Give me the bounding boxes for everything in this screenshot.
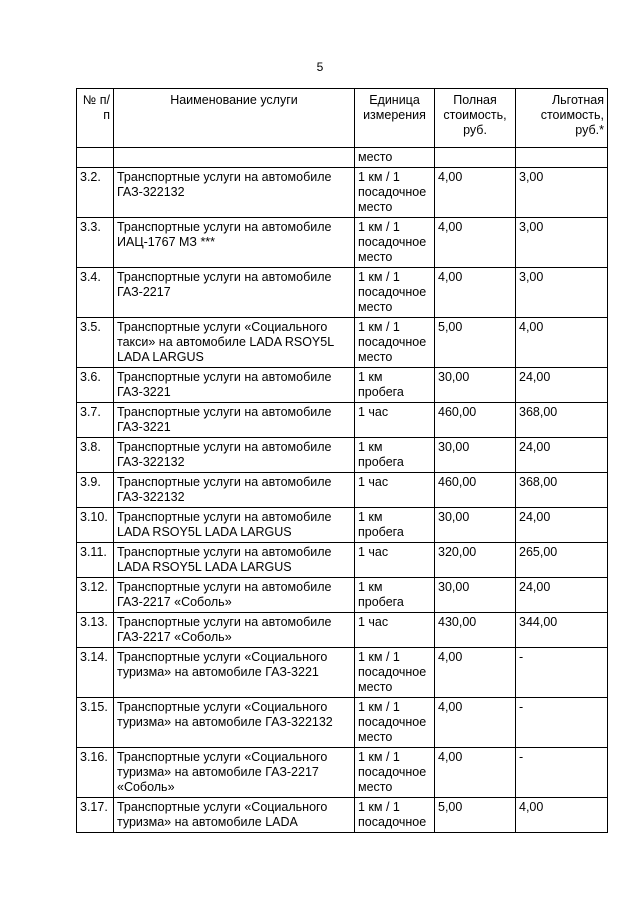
cell-unit: 1 км / 1 посадочное место [355, 268, 435, 318]
cell-full-price: 4,00 [435, 218, 516, 268]
table-row [77, 438, 608, 473]
cell-unit: 1 км / 1 посадочное место [355, 698, 435, 748]
cell-discount-price: 24,00 [516, 578, 608, 613]
cell-service-name: Транспортные услуги на автомобиле ГАЗ-3221 [114, 403, 355, 438]
cell-number [77, 148, 114, 168]
header-service-name: Наименование услуги [114, 89, 355, 148]
cell-number: 3.8. [77, 438, 114, 473]
cell-discount-price: - [516, 748, 608, 798]
cell-service-name: Транспортные услуги на автомобиле LADA RSOY5L LADA LARGUS [114, 508, 355, 543]
cell-full-price: 320,00 [435, 543, 516, 578]
cell-full-price: 460,00 [435, 473, 516, 508]
cell-service-name: Транспортные услуги на автомобиле ГАЗ-322132 [114, 168, 355, 218]
cell-service-name: Транспортные услуги «Социального туризма» на автомобиле ГАЗ-2217 «Соболь» [114, 748, 355, 798]
table-row [77, 543, 608, 578]
cell-unit: 1 км / 1 посадочное место [355, 648, 435, 698]
cell-service-name: Транспортные услуги на автомобиле ГАЗ-2217 «Соболь» [114, 613, 355, 648]
cell-unit: 1 км пробега [355, 438, 435, 473]
cell-discount-price: 3,00 [516, 268, 608, 318]
cell-service-name: Транспортные услуги на автомобиле ГАЗ-322132 [114, 438, 355, 473]
cell-service-name: Транспортные услуги «Социального туризма» на автомобиле LADA [114, 798, 355, 833]
cell-full-price: 30,00 [435, 508, 516, 543]
cell-service-name: Транспортные услуги «Социального туризма» на автомобиле ГАЗ-3221 [114, 648, 355, 698]
cell-full-price: 30,00 [435, 578, 516, 613]
table-header-row [77, 89, 608, 148]
cell-unit: 1 км / 1 посадочное [355, 798, 435, 833]
cell-number: 3.10. [77, 508, 114, 543]
cell-unit: 1 час [355, 473, 435, 508]
cell-number: 3.12. [77, 578, 114, 613]
cell-discount-price: 24,00 [516, 368, 608, 403]
cell-number: 3.5. [77, 318, 114, 368]
cell-unit: 1 км / 1 посадочное место [355, 318, 435, 368]
cell-full-price: 5,00 [435, 318, 516, 368]
cell-discount-price: 4,00 [516, 798, 608, 833]
cell-service-name: Транспортные услуги на автомобиле ГАЗ-2217 «Соболь» [114, 578, 355, 613]
cell-service-name: Транспортные услуги на автомобиле ГАЗ-2217 [114, 268, 355, 318]
cell-discount-price: 265,00 [516, 543, 608, 578]
table-row [77, 578, 608, 613]
cell-full-price: 4,00 [435, 698, 516, 748]
cell-full-price: 460,00 [435, 403, 516, 438]
cell-unit: место [355, 148, 435, 168]
services-price-table [76, 88, 608, 833]
cell-discount-price: 4,00 [516, 318, 608, 368]
cell-service-name: Транспортные услуги на автомобиле ГАЗ-3221 [114, 368, 355, 403]
cell-number: 3.4. [77, 268, 114, 318]
table-row [77, 168, 608, 218]
cell-full-price: 30,00 [435, 438, 516, 473]
table-row [77, 473, 608, 508]
table-row [77, 368, 608, 403]
table-row [77, 613, 608, 648]
cell-unit: 1 км пробега [355, 508, 435, 543]
cell-discount-price: 368,00 [516, 403, 608, 438]
table-row-continuation [77, 148, 608, 168]
cell-number: 3.16. [77, 748, 114, 798]
cell-full-price: 30,00 [435, 368, 516, 403]
cell-discount-price [516, 148, 608, 168]
cell-full-price [435, 148, 516, 168]
cell-unit: 1 час [355, 613, 435, 648]
cell-full-price: 4,00 [435, 748, 516, 798]
cell-discount-price: - [516, 648, 608, 698]
table-row [77, 268, 608, 318]
cell-full-price: 4,00 [435, 648, 516, 698]
cell-unit: 1 км пробега [355, 578, 435, 613]
header-number: № п/п [77, 89, 114, 148]
table-row [77, 508, 608, 543]
cell-service-name: Транспортные услуги «Социального такси» на автомобиле LADA RSOY5L LADA LARGUS [114, 318, 355, 368]
cell-discount-price: 344,00 [516, 613, 608, 648]
cell-number: 3.9. [77, 473, 114, 508]
header-discount-price: Льготная стоимость, руб.* [516, 89, 608, 148]
cell-number: 3.11. [77, 543, 114, 578]
header-full-price: Полная стоимость, руб. [435, 89, 516, 148]
cell-number: 3.3. [77, 218, 114, 268]
cell-discount-price: 3,00 [516, 168, 608, 218]
cell-service-name: Транспортные услуги на автомобиле ИАЦ-1767 МЗ *** [114, 218, 355, 268]
table-row [77, 748, 608, 798]
cell-unit: 1 км пробега [355, 368, 435, 403]
table-row [77, 318, 608, 368]
table-row [77, 698, 608, 748]
table-row [77, 648, 608, 698]
table-row [77, 403, 608, 438]
cell-number: 3.2. [77, 168, 114, 218]
cell-number: 3.14. [77, 648, 114, 698]
cell-full-price: 4,00 [435, 268, 516, 318]
cell-number: 3.15. [77, 698, 114, 748]
cell-full-price: 4,00 [435, 168, 516, 218]
cell-service-name: Транспортные услуги на автомобиле ГАЗ-322132 [114, 473, 355, 508]
cell-service-name: Транспортные услуги «Социального туризма» на автомобиле ГАЗ-322132 [114, 698, 355, 748]
cell-unit: 1 час [355, 543, 435, 578]
cell-number: 3.13. [77, 613, 114, 648]
table-row [77, 798, 608, 833]
cell-unit: 1 км / 1 посадочное место [355, 748, 435, 798]
page-number: 5 [316, 60, 324, 74]
cell-service-name: Транспортные услуги на автомобиле LADA RSOY5L LADA LARGUS [114, 543, 355, 578]
cell-discount-price: - [516, 698, 608, 748]
table-row [77, 218, 608, 268]
cell-unit: 1 час [355, 403, 435, 438]
cell-unit: 1 км / 1 посадочное место [355, 168, 435, 218]
cell-number: 3.7. [77, 403, 114, 438]
cell-discount-price: 368,00 [516, 473, 608, 508]
cell-discount-price: 3,00 [516, 218, 608, 268]
cell-unit: 1 км / 1 посадочное место [355, 218, 435, 268]
cell-discount-price: 24,00 [516, 508, 608, 543]
cell-full-price: 5,00 [435, 798, 516, 833]
cell-number: 3.17. [77, 798, 114, 833]
cell-number: 3.6. [77, 368, 114, 403]
header-unit: Единица измерения [355, 89, 435, 148]
cell-full-price: 430,00 [435, 613, 516, 648]
cell-discount-price: 24,00 [516, 438, 608, 473]
cell-service-name [114, 148, 355, 168]
